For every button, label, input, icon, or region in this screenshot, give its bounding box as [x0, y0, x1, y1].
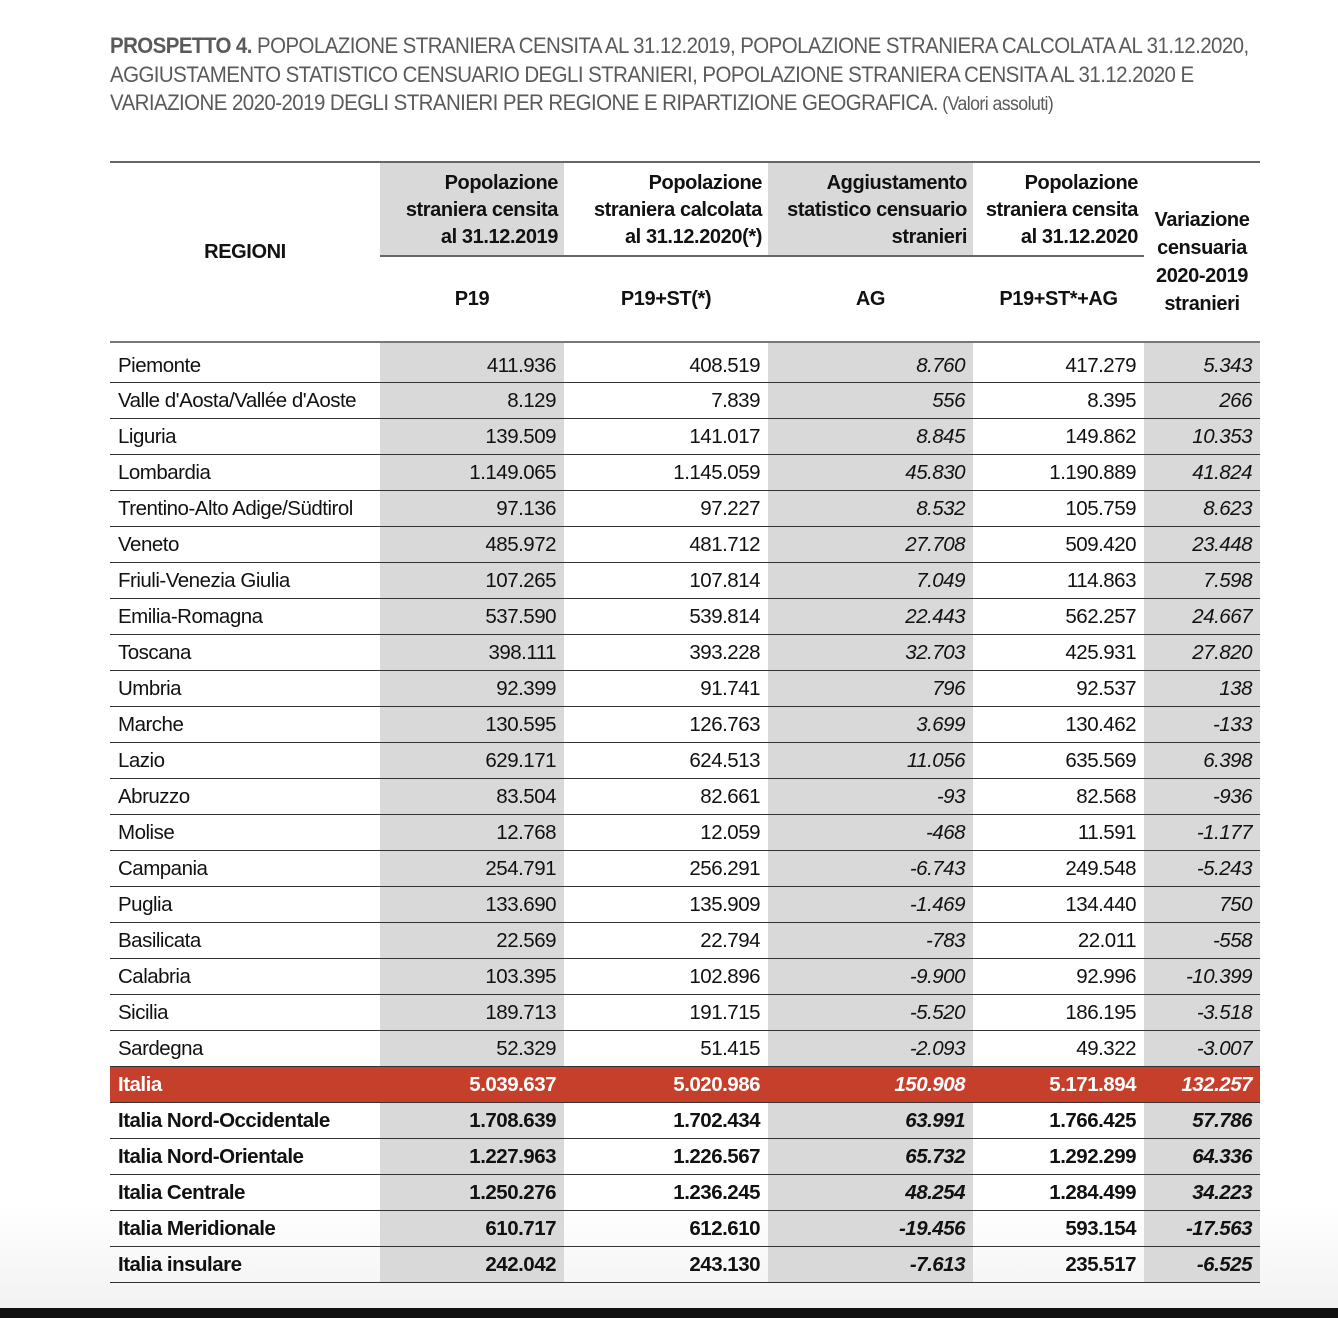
header-code-ag: AG — [768, 256, 973, 342]
header-ag-line2: statistico censuario — [787, 199, 967, 221]
cell-var: 7.598 — [1144, 563, 1260, 599]
header-p20-line1: Popolazione — [1024, 172, 1138, 194]
cell-p19st: 12.059 — [564, 815, 768, 851]
table-row — [110, 887, 1260, 923]
cell-var: -558 — [1144, 923, 1260, 959]
cell-ag: 45.830 — [768, 455, 973, 491]
cell-ag: 8.760 — [768, 342, 973, 383]
cell-p19st: 408.519 — [564, 342, 768, 383]
cell-p20: 5.171.894 — [973, 1067, 1144, 1103]
cell-name: Calabria — [110, 959, 380, 995]
cell-p20: 1.284.499 — [973, 1175, 1144, 1211]
cell-name: Marche — [110, 707, 380, 743]
cell-name: Abruzzo — [110, 779, 380, 815]
cell-p19: 1.227.963 — [380, 1139, 564, 1175]
cell-p20: 22.011 — [973, 923, 1144, 959]
cell-var: 750 — [1144, 887, 1260, 923]
cell-p20: 8.395 — [973, 383, 1144, 419]
cell-var: -3.518 — [1144, 995, 1260, 1031]
cell-var: 132.257 — [1144, 1067, 1260, 1103]
cell-ag: -19.456 — [768, 1211, 973, 1247]
table-row — [110, 635, 1260, 671]
cell-ag: -93 — [768, 779, 973, 815]
cell-ag: 48.254 — [768, 1175, 973, 1211]
cell-p20: 11.591 — [973, 815, 1144, 851]
cell-name: Molise — [110, 815, 380, 851]
cell-p20: 149.862 — [973, 419, 1144, 455]
header-var-line4: stranieri — [1164, 293, 1240, 315]
header-regioni: REGIONI — [110, 162, 380, 342]
table-title-text: POPOLAZIONE STRANIERA CENSITA AL 31.12.2019, POPOLAZIONE STRANIERA CALCOLATA AL 31.12.2020, AGGIUSTAMENTO STATISTICO CENSUARIO DEGLI STRANIERI, POPOLAZIONE STRANIERA CENSITA AL 31.12.2020 E VARIAZIONE 2020-2019 DEGLI STRANIERI PER REGIONE E RIPARTIZIONE GEOGRAFICA. — [110, 33, 1249, 115]
cell-p19st: 91.741 — [564, 671, 768, 707]
cell-p19: 1.149.065 — [380, 455, 564, 491]
cell-p20: 593.154 — [973, 1211, 1144, 1247]
cell-p19st: 51.415 — [564, 1031, 768, 1067]
cell-name: Italia Nord-Orientale — [110, 1139, 380, 1175]
cell-ag: 8.845 — [768, 419, 973, 455]
header-p19-line2: straniera censita — [405, 199, 558, 221]
cell-p20: 1.292.299 — [973, 1139, 1144, 1175]
cell-var: 64.336 — [1144, 1139, 1260, 1175]
cell-ag: 150.908 — [768, 1067, 973, 1103]
table-row — [110, 671, 1260, 707]
cell-ag: 556 — [768, 383, 973, 419]
cell-p19st: 1.702.434 — [564, 1103, 768, 1139]
cell-ag: -5.520 — [768, 995, 973, 1031]
cell-p20: 92.537 — [973, 671, 1144, 707]
cell-p20: 134.440 — [973, 887, 1144, 923]
cell-name: Toscana — [110, 635, 380, 671]
cell-name: Puglia — [110, 887, 380, 923]
cell-var: 8.623 — [1144, 491, 1260, 527]
cell-name: Italia Meridionale — [110, 1211, 380, 1247]
cell-p19: 485.972 — [380, 527, 564, 563]
cell-name: Italia insulare — [110, 1247, 380, 1283]
cell-p20: 82.568 — [973, 779, 1144, 815]
table-title — [110, 32, 1273, 120]
cell-p20: 1.766.425 — [973, 1103, 1144, 1139]
cell-p20: 635.569 — [973, 743, 1144, 779]
cell-name: Italia Nord-Occidentale — [110, 1103, 380, 1139]
cell-var: 6.398 — [1144, 743, 1260, 779]
cell-p19: 133.690 — [380, 887, 564, 923]
cell-name: Piemonte — [110, 342, 380, 383]
cell-name: Emilia-Romagna — [110, 599, 380, 635]
header-p19st-line2: straniera calcolata — [593, 199, 762, 221]
header-p19st-line3: al 31.12.2020(*) — [624, 226, 762, 248]
cell-ag: -6.743 — [768, 851, 973, 887]
cell-p19: 22.569 — [380, 923, 564, 959]
table-row — [110, 455, 1260, 491]
cell-ag: -783 — [768, 923, 973, 959]
cell-ag: 65.732 — [768, 1139, 973, 1175]
cell-name: Sardegna — [110, 1031, 380, 1067]
cell-name: Sicilia — [110, 995, 380, 1031]
cell-p19: 242.042 — [380, 1247, 564, 1283]
cell-p19: 12.768 — [380, 815, 564, 851]
cell-p19st: 126.763 — [564, 707, 768, 743]
cell-p19st: 5.020.986 — [564, 1067, 768, 1103]
cell-var: -10.399 — [1144, 959, 1260, 995]
cell-p19st: 107.814 — [564, 563, 768, 599]
cell-var: 24.667 — [1144, 599, 1260, 635]
cell-ag: -7.613 — [768, 1247, 973, 1283]
cell-p19: 83.504 — [380, 779, 564, 815]
cell-p19st: 393.228 — [564, 635, 768, 671]
header-code-p20: P19+ST*+AG — [973, 256, 1144, 342]
cell-var: 5.343 — [1144, 342, 1260, 383]
table-row — [110, 491, 1260, 527]
cell-p20: 114.863 — [973, 563, 1144, 599]
cell-ag: 3.699 — [768, 707, 973, 743]
table-row — [110, 599, 1260, 635]
cell-p19st: 1.226.567 — [564, 1139, 768, 1175]
cell-p19st: 481.712 — [564, 527, 768, 563]
cell-ag: 63.991 — [768, 1103, 973, 1139]
cell-ag: 8.532 — [768, 491, 973, 527]
cell-p19st: 256.291 — [564, 851, 768, 887]
cell-ag: 7.049 — [768, 563, 973, 599]
cell-name: Basilicata — [110, 923, 380, 959]
cell-p19: 411.936 — [380, 342, 564, 383]
cell-p19st: 1.236.245 — [564, 1175, 768, 1211]
table-row — [110, 707, 1260, 743]
cell-var: 23.448 — [1144, 527, 1260, 563]
cell-p20: 92.996 — [973, 959, 1144, 995]
header-p19-line3: al 31.12.2019 — [440, 226, 558, 248]
header-ag-line3: stranieri — [891, 226, 967, 248]
header-code-p19: P19 — [380, 256, 564, 342]
header-p19st-line1: Popolazione — [648, 172, 762, 194]
cell-p19st: 243.130 — [564, 1247, 768, 1283]
cell-p20: 562.257 — [973, 599, 1144, 635]
header-code-p19st: P19+ST(*) — [564, 256, 768, 342]
macro-area-row — [110, 1211, 1260, 1247]
cell-p20: 186.195 — [973, 995, 1144, 1031]
cell-p19: 537.590 — [380, 599, 564, 635]
cell-var: 138 — [1144, 671, 1260, 707]
cell-p19: 1.708.639 — [380, 1103, 564, 1139]
cell-var: 34.223 — [1144, 1175, 1260, 1211]
table-row — [110, 779, 1260, 815]
table-row — [110, 527, 1260, 563]
cell-name: Trentino-Alto Adige/Südtirol — [110, 491, 380, 527]
cell-ag: 796 — [768, 671, 973, 707]
table-row — [110, 959, 1260, 995]
cell-p20: 249.548 — [973, 851, 1144, 887]
cell-name: Italia Centrale — [110, 1175, 380, 1211]
cell-p20: 235.517 — [973, 1247, 1144, 1283]
cell-name: Lombardia — [110, 455, 380, 491]
cell-p19: 103.395 — [380, 959, 564, 995]
table-row — [110, 419, 1260, 455]
cell-ag: -9.900 — [768, 959, 973, 995]
cell-p20: 425.931 — [973, 635, 1144, 671]
header-p19-line1: Popolazione — [444, 172, 558, 194]
cell-var: 27.820 — [1144, 635, 1260, 671]
macro-area-row — [110, 1103, 1260, 1139]
cell-p19st: 102.896 — [564, 959, 768, 995]
cell-p19st: 624.513 — [564, 743, 768, 779]
table-row — [110, 995, 1260, 1031]
cell-ag: 27.708 — [768, 527, 973, 563]
cell-var: 10.353 — [1144, 419, 1260, 455]
cell-p20: 105.759 — [973, 491, 1144, 527]
cell-p19st: 22.794 — [564, 923, 768, 959]
cell-var: 41.824 — [1144, 455, 1260, 491]
cell-var: -936 — [1144, 779, 1260, 815]
macro-area-row — [110, 1175, 1260, 1211]
table-row — [110, 923, 1260, 959]
header-p19st — [564, 162, 768, 256]
cell-p19: 130.595 — [380, 707, 564, 743]
population-table — [110, 161, 1260, 1283]
cell-p19: 52.329 — [380, 1031, 564, 1067]
table-row — [110, 1031, 1260, 1067]
cell-p19st: 7.839 — [564, 383, 768, 419]
cell-var: -1.177 — [1144, 815, 1260, 851]
cell-var: -6.525 — [1144, 1247, 1260, 1283]
table-row — [110, 851, 1260, 887]
cell-name: Liguria — [110, 419, 380, 455]
table-title-label: PROSPETTO 4. — [110, 33, 252, 58]
cell-p19: 107.265 — [380, 563, 564, 599]
cell-ag: 32.703 — [768, 635, 973, 671]
cell-var: 266 — [1144, 383, 1260, 419]
cell-p20: 509.420 — [973, 527, 1144, 563]
cell-p19: 254.791 — [380, 851, 564, 887]
cell-p19: 610.717 — [380, 1211, 564, 1247]
header-ag — [768, 162, 973, 256]
cell-ag: 22.443 — [768, 599, 973, 635]
cell-name: Campania — [110, 851, 380, 887]
cell-p19st: 539.814 — [564, 599, 768, 635]
cell-name: Veneto — [110, 527, 380, 563]
cell-ag: 11.056 — [768, 743, 973, 779]
cell-p20: 1.190.889 — [973, 455, 1144, 491]
cell-name: Umbria — [110, 671, 380, 707]
cell-var: -5.243 — [1144, 851, 1260, 887]
table-header — [110, 162, 1260, 342]
macro-area-row — [110, 1247, 1260, 1283]
cell-p19st: 1.145.059 — [564, 455, 768, 491]
table-body — [110, 342, 1260, 1283]
cell-p19: 97.136 — [380, 491, 564, 527]
cell-ag: -468 — [768, 815, 973, 851]
header-var-line1: Variazione — [1154, 209, 1250, 231]
cell-name: Friuli-Venezia Giulia — [110, 563, 380, 599]
cell-p19st: 612.610 — [564, 1211, 768, 1247]
cell-p19: 92.399 — [380, 671, 564, 707]
header-var-line2: censuaria — [1157, 237, 1247, 259]
table-title-unit: (Valori assoluti) — [937, 94, 1054, 115]
cell-p19: 629.171 — [380, 743, 564, 779]
bottom-edge-bar — [0, 1308, 1338, 1318]
cell-p19: 189.713 — [380, 995, 564, 1031]
header-ag-line1: Aggiustamento — [826, 172, 967, 194]
cell-p19: 5.039.637 — [380, 1067, 564, 1103]
table-row — [110, 563, 1260, 599]
cell-p19: 8.129 — [380, 383, 564, 419]
table-row — [110, 815, 1260, 851]
cell-var: -17.563 — [1144, 1211, 1260, 1247]
table-row — [110, 383, 1260, 419]
table-row — [110, 743, 1260, 779]
macro-area-row — [110, 1139, 1260, 1175]
header-p20-line3: al 31.12.2020 — [1020, 226, 1138, 248]
header-p20-line2: straniera censita — [985, 199, 1138, 221]
cell-name: Italia — [110, 1067, 380, 1103]
header-p20 — [973, 162, 1144, 256]
cell-name: Valle d'Aosta/Vallée d'Aoste — [110, 383, 380, 419]
cell-p19st: 97.227 — [564, 491, 768, 527]
table-row — [110, 342, 1260, 383]
cell-p19st: 135.909 — [564, 887, 768, 923]
cell-var: -133 — [1144, 707, 1260, 743]
total-row-italia — [110, 1067, 1260, 1103]
cell-ag: -2.093 — [768, 1031, 973, 1067]
header-p19 — [380, 162, 564, 256]
cell-p19: 1.250.276 — [380, 1175, 564, 1211]
cell-p19st: 141.017 — [564, 419, 768, 455]
cell-p19: 139.509 — [380, 419, 564, 455]
cell-p20: 417.279 — [973, 342, 1144, 383]
header-var-line3: 2020-2019 — [1155, 265, 1249, 287]
cell-var: 57.786 — [1144, 1103, 1260, 1139]
cell-p20: 49.322 — [973, 1031, 1144, 1067]
cell-p19st: 82.661 — [564, 779, 768, 815]
cell-p20: 130.462 — [973, 707, 1144, 743]
cell-name: Lazio — [110, 743, 380, 779]
cell-ag: -1.469 — [768, 887, 973, 923]
cell-p19st: 191.715 — [564, 995, 768, 1031]
cell-p19: 398.111 — [380, 635, 564, 671]
header-variazione — [1144, 162, 1260, 342]
cell-var: -3.007 — [1144, 1031, 1260, 1067]
